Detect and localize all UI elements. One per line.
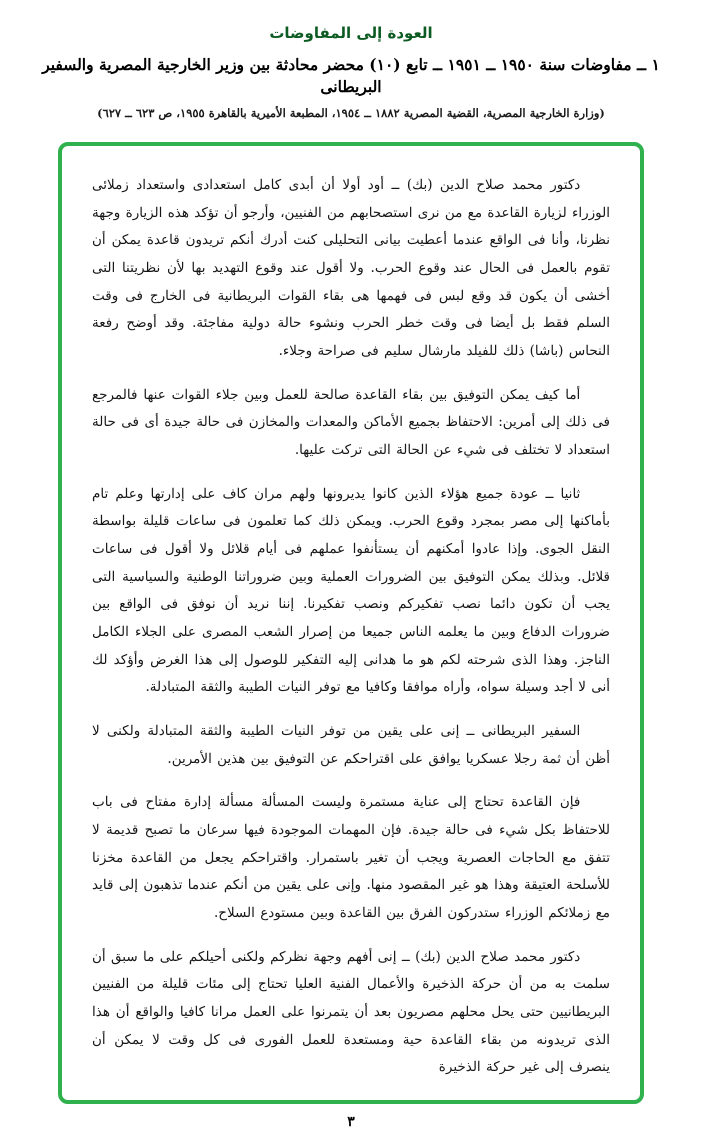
- paragraph-salaheldin-1: دكتور محمد صلاح الدين (بك) ــ أود أولا أن أبدى كامل استعدادى واستعداد زملائى الوزراء لزيارة القاعدة مع من نرى استصحابهم من الفنيين، وأرجو أن تؤكد هذه الزيارة وجهة نظرنا، وأنا فى الواقع عندما أعطيت بيانى التحليلى كنت أدرك أنكم تريدون قاعدة يمكن أن تقوم بالعمل فى الحال عند وقوع الحرب. ولا أقول عند وقوع التهديد بها لأن نظريتنا التى أخشى أن يكون قد وقع لبس فى فهمها هى بقاء القوات البريطانية فى الخارج فى وقت السلم فقط بل أيضا فى وقت خطر الحرب ونشوء حالة دولية مفاجئة. وقد أوضح رفعة النحاس (باشا) ذلك للفيلد مارشال سليم فى صراحة وجلاء.: [92, 176, 610, 359]
- paragraph-base-maintenance: فإن القاعدة تحتاج إلى عناية مستمرة وليست المسألة مسألة إدارة مفتاح فى باب للاحتفاظ بكل شيء فى حالة جيدة. فإن المهمات الموجودة فيها سرعان ما تصبح قديمة لا تتفق مع الحاجات العصرية ويجب أن تغير باستمرار. واقتراحكم يجعل من القاعدة مخزنا للأسلحة العتيقة وهذا هو غير المقصود منها. وإنى على يقين من أنكم عندما تذهبون إلى قايد مع زملائكم الوزراء ستدركون الفرق بين القاعدة وبين مستودع السلاح.: [92, 794, 610, 922]
- document-title: ١ ــ مفاوضات سنة ١٩٥٠ ــ ١٩٥١ ــ تابع (١٠) محضر محادثة بين وزير الخارجية المصرية والسفير البريطانى: [42, 55, 660, 97]
- document-source-citation: (وزارة الخارجية المصرية، القضية المصرية ١٨٨٢ ــ ١٩٥٤، المطبعة الأميرية بالقاهرة ١٩٥٥، ص ٦٢٣ ــ ٦٢٧): [97, 105, 605, 120]
- paragraph-salaheldin-2: دكتور محمد صلاح الدين (بك) ــ إنى أفهم وجهة نظركم ولكنى أحيلكم على ما سبق أن سلمت به من أن حركة الذخيرة والأعمال الفنية العليا تحتاج إلى مئات قليلة من الفنيين البريطانيين حتى يحل محلهم مصريون بعد أن يتمرنوا على العمل مرانا كافيا والواقع أن هذا الذى تريدونه من بقاء القاعدة حية ومستعدة للعمل الفورى فى كل وقت لا يمكن أن ينصرف إلى غير حركة الذخيرة: [92, 948, 610, 1076]
- page-number: ٣: [347, 1114, 355, 1130]
- paragraph-british-ambassador: السفير البريطانى ــ إنى على يقين من توفر النيات الطيبة والثقة المتبادلة ولكنى لا أظن أن ثمة رجلا عسكريا يوافق على اقتراحكم عن التوفيق بين هذين الأمرين.: [92, 723, 610, 767]
- paragraph-base-reconcile: أما كيف يمكن التوفيق بين بقاء القاعدة صالحة للعمل وبين جلاء القوات عنها فالمرجع فى ذلك إلى أمرين: الاحتفاظ بجميع الأماكن والمعدات والمخازن فى حالة جيدة أى فى حالة استعداد لا تختلف فى شيء عن الحالة التى تركت عليها.: [92, 386, 610, 458]
- back-to-negotiations-link[interactable]: العودة إلى المفاوضات: [269, 24, 433, 42]
- paragraph-thaniyan: ثانيا ــ عودة جميع هؤلاء الذين كانوا يديرونها ولهم مران كاف على إدارتها وعلم تام بأماكنها إلى مصر بمجرد وقوع الحرب. ويمكن ذلك كما تعلمون فى ساعات قليلة بواسطة النقل الجوى. وإذا عادوا أمكنهم أن يستأنفوا عملهم فى أيام قلائل ولا أقول فى ساعات قلائل. وبذلك يمكن التوفيق بين الضرورات العملية وبين ضروراتنا الوطنية والسياسية التى يجب أن تكون دائما نصب تفكيركم ونصب تفكيرنا. إننا نريد أن نوفق فى الواقع بين ضرورات الدفاع وبين ما يعلمه الناس جميعا من إصرار الشعب المصرى على الجلاء الكامل الناجز. وهذا الذى شرحته لكم هو ما هدانى إليه التفكير للوصول إلى هذا الغرض وأؤكد لك أنى لا أجد وسيلة سواه، وأراه موافقا وكافيا مع توفر النيات الطيبة والثقة المتبادلة.: [92, 485, 610, 696]
- document-body-box: [58, 142, 644, 1104]
